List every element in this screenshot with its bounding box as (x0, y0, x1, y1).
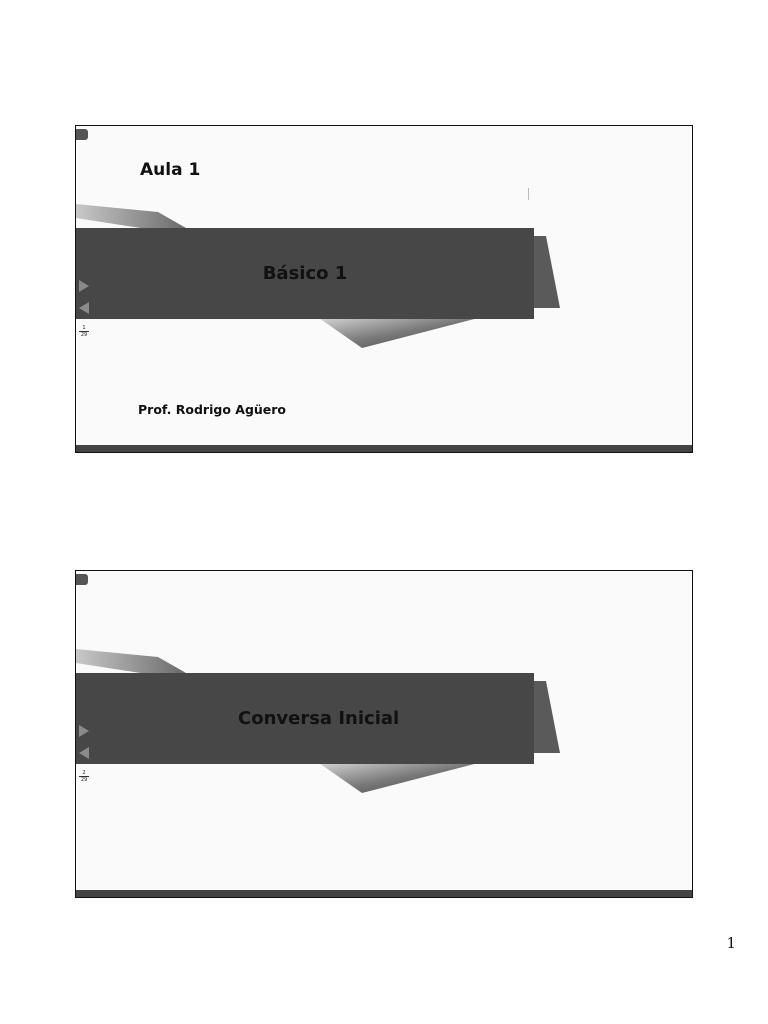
tick-mark (528, 188, 529, 200)
next-arrow-icon[interactable] (79, 725, 89, 737)
bottom-bar (76, 890, 692, 897)
slide-counter-total: 29 (80, 777, 88, 783)
slide-1 (75, 125, 693, 453)
slide-title: Conversa Inicial (238, 708, 400, 729)
slide-counter-current: 2 (79, 770, 89, 777)
page-number: 1 (726, 934, 736, 952)
bottom-bar (76, 445, 692, 452)
slide-heading: Aula 1 (140, 160, 201, 180)
slide-counter (79, 770, 89, 783)
author-name: Prof. Rodrigo Agüero (138, 402, 287, 417)
slide-counter-current: 1 (79, 325, 89, 332)
slide-counter (79, 325, 89, 338)
slide-title: Básico 1 (262, 263, 348, 284)
title-band (76, 673, 534, 764)
prev-arrow-icon[interactable] (79, 747, 89, 759)
slide-2 (75, 570, 693, 898)
title-band (76, 228, 534, 319)
slide-counter-total: 29 (80, 332, 88, 338)
next-arrow-icon[interactable] (79, 280, 89, 292)
prev-arrow-icon[interactable] (79, 302, 89, 314)
